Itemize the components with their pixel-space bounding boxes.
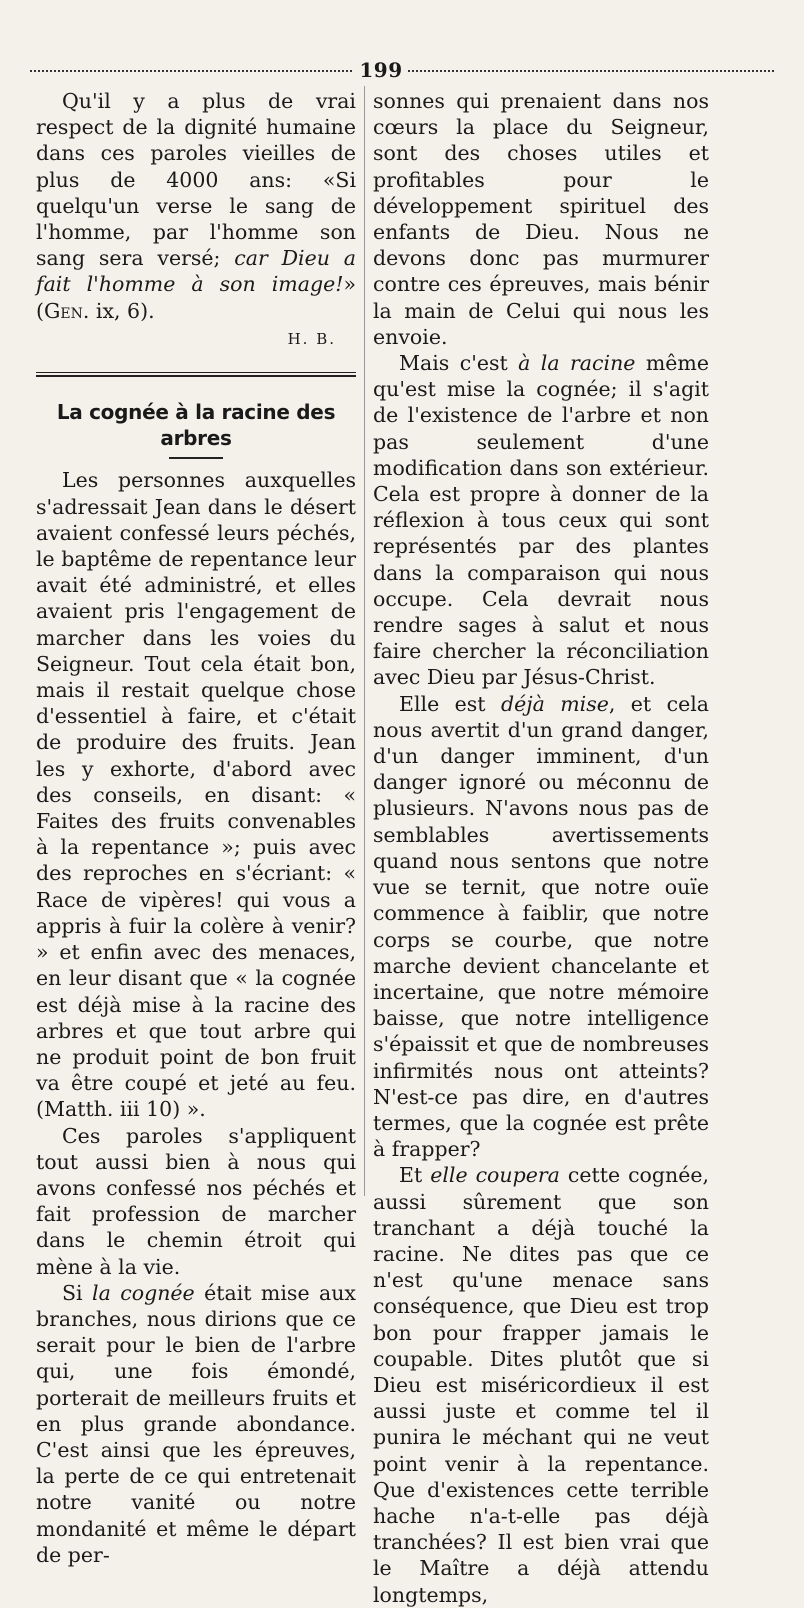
article-paragraph: Ces paroles s'appliquent tout aussi bien à nous qui avons confessé nos péchés et fait profession de marcher dans le chemin étroit qui mène à la vie.	[36, 1123, 356, 1279]
italic-phrase: à la racine	[518, 351, 636, 376]
page-header	[30, 58, 774, 82]
text-run: Qu'il y a plus de vrai respect de la dignité humaine dans ces paroles vieilles de plus de 4000 ans: «Si quelqu'un verse le sang de l'homme, par l'homme son sang sera versé;	[36, 89, 356, 271]
text-run: Et	[399, 1163, 431, 1188]
section-separator-rule	[36, 372, 356, 377]
closing-paragraph	[36, 88, 356, 324]
text-run: Elle est	[399, 691, 501, 716]
article-title: La cognée à la racine des arbres	[56, 400, 336, 451]
text-run: Mais c'est	[399, 351, 519, 376]
text-run: , et cela nous avertit d'un grand danger, d'un danger imminent, d'un danger ignoré ou méconnu de plusieurs. N'avons nous pas de semblables avertissements quand nous sentons que notre vue se ternit, que notre ouïe commence à faiblir, que notre corps se courbe, que notre marche devient chancelante et incertaine, que notre mémoire baisse, que notre intelligence s'épaissit et que de nombreuses infirmités nous ont atteints? N'est-ce pas dire, en d'autres termes, que la cognée est prête à frapper?	[373, 691, 709, 1162]
author-signature: H. B.	[287, 329, 336, 348]
text-run: » (	[36, 272, 356, 323]
italic-phrase: la cognée	[92, 1280, 195, 1305]
text-run: cette cognée, aussi sûrement que son tranchant a déjà touché la racine. Ne dites pas que ce n'est qu'une menace sans conséquence, que Dieu est trop bon pour frapper jamais le coupable. Dites plutôt que si Dieu est miséricordieux il est aussi juste et comme tel il punira le méchant qui ne veut point venir à la repentance. Que d'existences cette terrible hache n'a-t-elle pas déjà tranchées? Il est bien vrai que le Maître a déjà attendu longtemps,	[373, 1163, 709, 1607]
article-paragraph	[373, 350, 709, 691]
text-run: ix, 6).	[89, 298, 155, 323]
article-paragraph: Les personnes auxquelles s'adressait Jean dans le désert avaient confessé leurs péchés, le baptême de repentance leur avait été administré, et elles avaient pris l'engagement de marcher dans les voies du Seigneur. Tout cela était bon, mais il restait quelque chose d'essentiel à faire, et c'était de produire des fruits. Jean les y exhorte, d'abord avec des conseils, en disant: « Faites des fruits convenables à la repentance »; puis avec des reproches en s'écriant: « Race de vipères! qui vous a appris à fuir la colère à venir? » et enfin avec des menaces, en leur disant que « la cognée est déjà mise à la racine des arbres et que tout arbre qui ne produit point de bon fruit va être coupé et jeté au feu. (Matth. iii 10) ».	[36, 468, 356, 1122]
header-dotted-rule-left	[30, 70, 352, 72]
left-column	[36, 88, 356, 1568]
italic-quote: car Dieu a fait l'homme à son image!	[36, 246, 356, 297]
italic-phrase: elle coupera	[430, 1163, 560, 1188]
text-run: même qu'est mise la cognée; il s'agit de l'existence de l'arbre et non pas seulement d'une modification dans son extérieur. Cela est propre à donner de la réflexion à tous ceux qui sont représentés par des plantes dans la comparaison qui nous occupe. Cela devrait nous rendre sages à salut et nous faire chercher la réconciliation avec Dieu par Jésus-Christ.	[373, 351, 709, 690]
column-divider	[364, 86, 365, 1196]
title-dash	[169, 457, 223, 459]
scripture-ref: Gen.	[44, 298, 90, 323]
text-run: Si	[62, 1280, 93, 1305]
article-paragraph-continued: sonnes qui prenaient dans nos cœurs la place du Seigneur, sont des choses utiles et profitables pour le développement spirituel des enfants de Dieu. Nous ne devons donc pas murmurer contre ces épreuves, mais bénir la main de Celui qui nous les envoie.	[373, 89, 709, 349]
article-paragraph	[373, 1162, 709, 1607]
article-paragraph	[36, 1280, 356, 1568]
article-paragraph	[373, 691, 709, 1163]
page-number: 199	[359, 58, 403, 82]
right-column	[373, 88, 709, 1608]
italic-phrase: déjà mise	[500, 691, 609, 716]
header-dotted-rule-right	[408, 70, 774, 72]
text-run: était mise aux branches, nous dirions que ce serait pour le bien de l'arbre qui, une fois émondé, porterait de meilleurs fruits et en plus grande abondance. C'est ainsi que les épreuves, la perte de ce qui entretenait notre vanité ou notre mondanité et même le départ de per-	[36, 1280, 356, 1567]
